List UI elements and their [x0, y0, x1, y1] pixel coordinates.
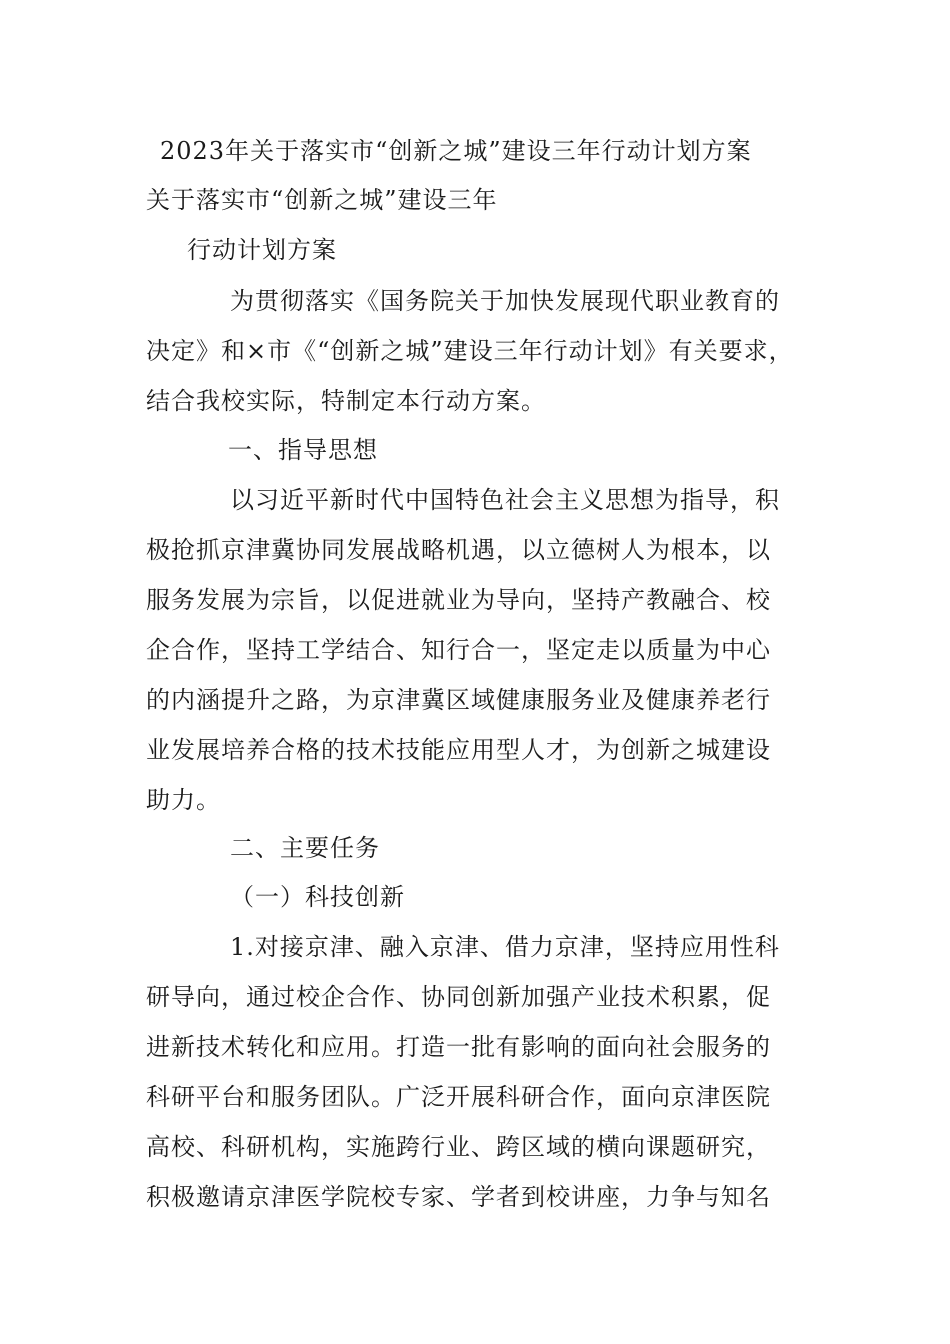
document-title: 2023年关于落实市“创新之城”建设三年行动计划方案 — [160, 137, 752, 165]
item-1-body-line: 科研平台和服务团队。广泛开展科研合作，面向京津医院 — [146, 1083, 771, 1111]
section-1-body-line: 业发展培养合格的技术技能应用型人才，为创新之城建设 — [146, 736, 771, 764]
section-1-heading: 一、指导思想 — [228, 436, 378, 464]
document-subtitle-line-1: 关于落实市“创新之城”建设三年 — [146, 186, 498, 214]
section-1-body-line: 以习近平新时代中国特色社会主义思想为指导，积 — [230, 486, 780, 514]
item-1-body-line: 研导向，通过校企合作、协同创新加强产业技术积累，促 — [146, 983, 771, 1011]
item-1-body-line: 高校、科研机构，实施跨行业、跨区域的横向课题研究， — [146, 1133, 771, 1161]
section-1-body-line: 企合作，坚持工学结合、知行合一，坚定走以质量为中心 — [146, 636, 771, 664]
section-2-heading: 二、主要任务 — [230, 834, 380, 862]
section-1-body-line: 助力。 — [146, 786, 221, 814]
subsection-1-heading: （一）科技创新 — [230, 883, 405, 911]
intro-line: 决定》和×市《“创新之城”建设三年行动计划》有关要求， — [146, 337, 794, 365]
intro-line: 为贯彻落实《国务院关于加快发展现代职业教育的 — [230, 287, 780, 315]
section-1-body-line: 极抢抓京津冀协同发展战略机遇，以立德树人为根本，以 — [146, 536, 771, 564]
document-subtitle-line-2: 行动计划方案 — [187, 236, 337, 264]
section-1-body-line: 的内涵提升之路，为京津冀区域健康服务业及健康养老行 — [146, 686, 771, 714]
item-1-body-line: 进新技术转化和应用。打造一批有影响的面向社会服务的 — [146, 1033, 771, 1061]
item-1-body-line: 积极邀请京津医学院校专家、学者到校讲座，力争与知名 — [146, 1183, 771, 1211]
item-1-body-line: 1.对接京津、融入京津、借力京津，坚持应用性科 — [230, 933, 780, 961]
intro-line: 结合我校实际，特制定本行动方案。 — [146, 387, 546, 415]
section-1-body-line: 服务发展为宗旨，以促进就业为导向，坚持产教融合、校 — [146, 586, 771, 614]
